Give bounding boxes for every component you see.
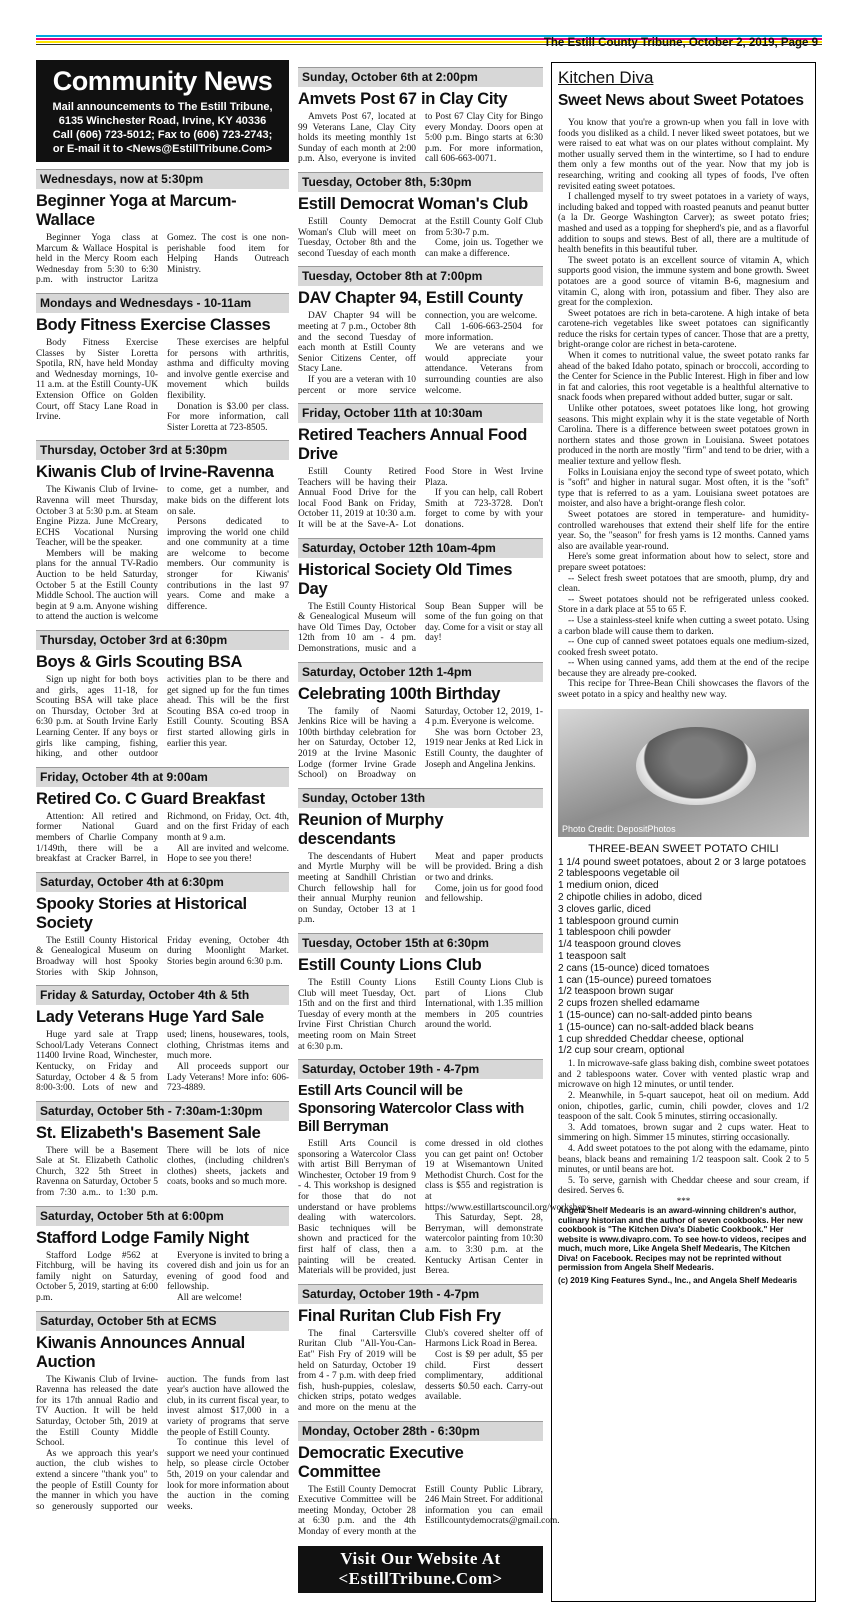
col1-items	[36, 169, 289, 1512]
article-paragraph: -- One cup of canned sweet potatoes equals one medium-sized, cooked fresh sweet potato.	[558, 637, 809, 658]
recipe-step: 1. In microwave-safe glass baking dish, combine sweet potatoes and 2 tablespoons water. Cover with vented plastic wrap and microwave on high 12 minutes, or until tender.	[558, 1059, 809, 1091]
body-paragraph: DAV Chapter 94 will be meeting at 7 p.m., October 8th and the second Tuesday of each month at Estill County Senior Citizens Center, off Stacy Lane.	[298, 311, 416, 375]
news-item	[298, 67, 543, 165]
news-item	[36, 985, 289, 1094]
event-body	[298, 978, 543, 1052]
body-paragraph: Estill Arts Council is sponsoring a Watercolor Class with artist Bill Berryman of Winchester, October 19 from 9 - 4. This workshop is designed for those that do not understand or have problems dealing with watercolors. Basic techniques will be shown and practiced for the first half of class, then a painting will be created. Materials will be provided, just come dressed in old clothes you can get paint on! October 19 at Wisemantown United Methodist Church. Cost for the class is $55 and registration is at https://www.estillartscouncil.org/workshops.	[298, 1139, 593, 1277]
banner-line: or E-mail it to <News@EstillTribune.Com>	[52, 143, 273, 155]
body-paragraph: Sign up night for both boys and girls, ages 11-18, for Scouting BSA will take place on Thursday, October 3rd at 6:30 p.m. at South Irvine Early Learning Center. If any boys or girls like camping, fishing, hiking, and other outdoor activities plan to be there and get signed up for the fun times ahead. This will be the first Scouting BSA co-ed troop in Estill County. Scouting BSA first started allowing girls in earlier this year.	[36, 675, 289, 760]
recipe-step: 3. Add tomatoes, brown sugar and 2 cups water. Heat to simmering on high. Simmer 15 minutes, stirring occasionally.	[558, 1122, 809, 1144]
event-date-bar: Saturday, October 5th at 6:00pm	[36, 1206, 289, 1226]
event-headline: Estill Arts Council will be Sponsoring Watercolor Class with Bill Berryman	[298, 1083, 524, 1136]
event-date-bar: Saturday, October 4th at 6:30pm	[36, 872, 289, 892]
ingredient-item: 1/2 cup sour cream, optional	[558, 1045, 685, 1057]
banner-line: 6135 Winchester Road, Irvine, KY 40336	[58, 115, 267, 127]
ingredient-item: 1 teaspoon salt	[558, 951, 626, 963]
body-paragraph: Call 1-606-663-2504 for more information.	[425, 321, 543, 343]
news-item	[36, 440, 289, 623]
event-headline: Stafford Lodge Family Night	[36, 1228, 249, 1247]
body-paragraph: The Kiwanis Club of Irvine-Ravenna has released the date for its 17th annual Radio and TV Auction. It will be held Saturday, October 5th, 2019 at the Estill County Middle School.	[36, 1374, 158, 1449]
body-paragraph: Beginner Yoga class at Marcum & Wallace Hospital is held in the Mercy Room each Wednesday from 5:30 to 6:30 p.m. with instructor Laritza Gomez. The cost is one non-perishable food item for Helping Hands Outreach Ministry.	[36, 233, 289, 286]
visit-line: Visit Our Website At	[340, 1548, 501, 1568]
event-headline: Kiwanis Club of Irvine-Ravenna	[36, 463, 274, 482]
event-headline: Spooky Stories at Historical Society	[36, 894, 247, 932]
ingredient-item: 2 cans (15-ounce) diced tomatoes	[558, 962, 710, 974]
recipe-step: 4. Add sweet potatoes to the pot along with the edamame, pinto beans, black beans and remaining 1/2 teaspoon salt. Cook 2 to 5 minutes, or until beans are hot.	[558, 1143, 809, 1176]
event-body	[36, 1251, 289, 1304]
event-date-bar: Saturday, October 12th 10am-4pm	[298, 538, 543, 558]
body-paragraph: Amvets Post 67, located at 99 Veterans Lane, Clay City holds its meeting monthly 1st Sunday of each month at 2:00 p.m. Also, everyone is invited to Post 67 Clay City for Bingo every Monday. Doors open at 5:00 p.m. Bingo starts at 6:30 p.m. For more information, call 606-663-0071.	[298, 112, 543, 165]
event-body	[298, 112, 543, 165]
body-paragraph: Members will be making plans for the annual TV-Radio Auction to be held Saturday, October 5 at the Estill County Middle School. The auction will begin at 9 a.m. Anyone wishing to attend the auction is welcome to come, get a number, and make bids on the different lots on sale.	[36, 485, 289, 623]
event-date-bar: Friday, October 11th at 10:30am	[298, 403, 543, 423]
column-left	[36, 60, 289, 1512]
body-paragraph: To continue this level of support we need your continued help, so please circle October 5th, 2019 on your calendar and look for more information about the auction in the coming weeks.	[167, 1438, 289, 1512]
news-item	[36, 630, 289, 760]
article-paragraph: Sweet potatoes are rich in beta-carotene. A high intake of beta carotene-rich vegetables like sweet potatoes can significantly reduce the risks for certain types of cancer. Those that are a pretty, bright-orange color are richest in beta-carotene.	[558, 308, 809, 351]
article-paragraph: Here's some great information about how to select, store and prepare sweet potatoes:	[558, 552, 809, 573]
body-paragraph: Body Fitness Exercise Classes by Sister Loretta Spotila, RN, have held Monday and Wednesday mornings, 10-11 a.m. at the Estill County-UK Extension Office on Golden Court, off Stacy Lane Road in Irvine.	[36, 337, 158, 423]
event-date-bar: Wednesdays, now at 5:30pm	[36, 169, 289, 189]
news-item	[36, 1311, 289, 1513]
event-headline: St. Elizabeth's Basement Sale	[36, 1123, 261, 1142]
event-headline: Beginner Yoga at Marcum-Wallace	[36, 192, 237, 229]
article-paragraph: Sweet potatoes are stored in temperature- and humidity-controlled warehouses that extend their shelf life for the entire year. So, the "season" for fresh yams is 12 months. Canned yams also are available year-round.	[558, 509, 809, 552]
body-paragraph: Donation is $3.00 per class. For more information, call Sister Loretta at 723-8505.	[167, 401, 289, 433]
body-paragraph: The Estill County Democrat Executive Committee will be meeting Monday, October 28 at 6:30 p.m. and the 4th Monday of every month at the Estill County Public Library, 246 Main Street. For additional information you can email Estillcountydemocrats@gmail.com.	[298, 1484, 560, 1537]
event-body	[36, 675, 289, 760]
body-paragraph: These exercises are helpful for persons with arthritis, asthma and difficulty moving and involve gentle exercise and movement which builds flexibility.	[167, 337, 289, 401]
ingredient-item: 1 cup shredded Cheddar cheese, optional	[558, 1033, 744, 1045]
body-paragraph: Estill County Lions Club is part of Lions Club International, with 1.35 million members in 205 countries around the world.	[425, 977, 543, 1031]
event-date-bar: Thursday, October 3rd at 5:30pm	[36, 440, 289, 460]
body-paragraph: All are invited and welcome. Hope to see you there!	[167, 843, 289, 865]
banner-contact	[40, 100, 285, 156]
event-headline: Retired Co. C Guard Breakfast	[36, 789, 265, 808]
news-item	[298, 1059, 593, 1277]
event-date-bar: Friday & Saturday, October 4th & 5th	[36, 985, 289, 1005]
event-body	[298, 467, 543, 531]
event-date-bar: Tuesday, October 8th, 5:30pm	[298, 172, 543, 192]
event-headline: Kiwanis Announces Annual Auction	[36, 1333, 245, 1371]
ingredient-item: 1 can (15-ounce) pureed tomatoes	[558, 974, 712, 986]
body-paragraph: The Estill County Historical & Genealogical Museum on Broadway will host Spooky Stories with Skip Johnson, Friday evening, October 4th during Moonlight Market. Stories begin around 6:30 p.m.	[36, 935, 289, 978]
article-paragraph: You know that you're a grown-up when you fall in love with foods you disliked as a child. I never liked sweet potatoes, but we were raised to eat what was on our plates without complaint. My mother usually served them in the wintertime, so I had to endure them only a few months out of the year. Now that my job is researching, writing and cooking all types of foods, I've often revisited eating sweet potatoes.	[558, 118, 809, 192]
event-headline: Final Ruritan Club Fish Fry	[298, 1306, 501, 1325]
kitchen-diva-subtitle: Sweet News about Sweet Potatoes	[558, 92, 804, 109]
copyright-line: (c) 2019 King Features Synd., Inc., and Angela Shelf Medearis	[558, 1276, 798, 1286]
event-date-bar: Sunday, October 13th	[298, 788, 543, 808]
visit-url: <EstillTribune.Com>	[338, 1568, 503, 1588]
ingredient-list	[558, 857, 809, 1058]
event-date-bar: Saturday, October 19th - 4-7pm	[298, 1284, 543, 1304]
chili-bowl-image	[636, 727, 756, 805]
event-body	[36, 1375, 289, 1513]
body-paragraph: Persons dedicated to improving the world one child and one community at a time are welcome to become members. Our community is stronger for Kiwanis' contributions in the last 97 years. Come and make a difference.	[167, 517, 289, 612]
ingredient-item: 1 medium onion, diced	[558, 880, 659, 892]
ingredient-item: 1 1/4 pound sweet potatoes, about 2 or 3 large potatoes	[558, 856, 806, 868]
body-paragraph: Attention: All retired and former National Guard members of Charlie Company 1/149th, there will be a breakfast at Cracker Barrel, in Richmond, on Friday, Oct. 4th, and on the first Friday of each month at 9 a.m.	[36, 811, 289, 865]
ingredient-item: 1 tablespoon ground cumin	[558, 915, 679, 927]
body-paragraph: All proceeds support our Lady Veterans! More info: 606-723-4889.	[167, 1061, 289, 1094]
event-body	[298, 707, 543, 781]
news-item	[298, 662, 543, 781]
article-paragraph: Folks in Louisiana enjoy the second type of sweet potato, which is "soft" and higher in natural sugar. Most often, it is the "soft" type that is referred to as a yam. Louisiana sweet potatoes are moister, and also have a bright-orange flesh color.	[558, 467, 809, 510]
article-paragraph: When it comes to nutritional value, the sweet potato ranks far ahead of the baked Idaho potato, spinach or broccoli, according to the Center for Science in the Public Interest. High in fiber and low in fat and calories, this root vegetable is a healthful alternative to snack foods when prepared without added butter, sugar or salt.	[558, 351, 809, 404]
news-item	[298, 403, 543, 531]
event-date-bar: Saturday, October 19th - 4-7pm	[298, 1059, 543, 1079]
event-body	[298, 1329, 543, 1414]
ingredient-item: 3 cloves garlic, diced	[558, 903, 651, 915]
article-body	[558, 118, 809, 701]
body-paragraph: The Estill County Lions Club will meet Tuesday, Oct. 15th and on the first and third Tuesday of every month at the Irvine First Christian Church meeting room on Main Street at 6:30 p.m.	[298, 977, 416, 1052]
news-item	[298, 172, 543, 259]
recipe-step: 2. Meanwhile, in 5-quart saucepot, heat oil on medium. Add onion, chipotles, garlic, cumin, chili powder, cloves and 1/2 teaspoon of the salt. Cook 5 minutes, stirring occasionally.	[558, 1090, 809, 1123]
body-paragraph: Come, join us. Together we can make a difference.	[425, 238, 543, 259]
news-item	[36, 767, 289, 865]
event-headline: Estill County Lions Club	[298, 955, 482, 974]
body-paragraph: Estill County Democrat Woman's Club will meet on Tuesday, October 8th and the second Tuesday of each month at the Estill County Golf Club from 5:30-7 p.m.	[298, 216, 543, 259]
event-body	[298, 852, 543, 926]
event-headline: Lady Veterans Huge Yard Sale	[36, 1008, 264, 1027]
news-item	[36, 169, 289, 286]
event-date-bar: Sunday, October 6th at 2:00pm	[298, 67, 543, 87]
event-date-bar: Tuesday, October 8th at 7:00pm	[298, 266, 543, 286]
article-paragraph: -- When using canned yams, add them at the end of the recipe because they are already pre-cooked.	[558, 658, 809, 679]
recipe-step: 5. To serve, garnish with Cheddar cheese and sour cream, if desired. Serves 6.	[558, 1175, 809, 1197]
body-paragraph: Cost is $9 per adult, $5 per child. First dessert complimentary, additional desserts $0.50 each. Carry-out available.	[425, 1350, 543, 1403]
body-paragraph: There will be a Basement Sale at St. Elizabeth Catholic Church, 322 5th Street in Ravenna on Saturday, October 5 from 7:30 a.m.. to 1:30 p.m. There will be lots of nice clothes, (including children's clothes) sheets, jackets and coats, books and so much more.	[36, 1145, 289, 1199]
body-paragraph: Huge yard sale at Trapp School/Lady Veterans Connect 11400 Irvine Road, Winchester, Kentucky, on Friday and Saturday, October 4 & 5 from 8:00-3:00. Lots of new and used; linens, housewares, tools, clothing, Christmas items and much more.	[36, 1030, 289, 1094]
event-headline: Amvets Post 67 in Clay City	[298, 90, 508, 108]
news-item	[36, 872, 289, 978]
body-paragraph: If you are a veteran with 10 percent or more service connection, you are welcome.	[298, 311, 538, 396]
author-bio: Angela Shelf Medearis is an award-winning children's author, culinary historian and the author of seven cookbooks. Her new cookbook is "The Kitchen Diva's Diabetic Cookbook." Her website is www.divapro.com. To see how-to videos, recipes and much, much more, Like Angela Shelf Medearis, The Kitchen Diva! on Facebook. Recipes may not be reprinted without permission from Angela Shelf Medearis.	[558, 1205, 807, 1273]
body-paragraph: The Kiwanis Club of Irvine-Ravenna will meet Thursday, October 3 at 5:30 p.m. at Steam Engine Pizza. June McCreary, ECHS Vocational Nursing Teacher, will be the speaker.	[36, 485, 158, 549]
event-headline: DAV Chapter 94, Estill County	[298, 289, 523, 308]
event-date-bar: Saturday, October 12th 1-4pm	[298, 662, 543, 682]
event-body	[298, 1139, 593, 1277]
banner-title: Community News	[52, 66, 273, 96]
body-paragraph: Come, join us for good food and fellowship.	[425, 883, 543, 905]
kitchen-diva-column	[551, 62, 816, 1602]
separator-stars: ***	[676, 1195, 691, 1206]
ingredient-item: 1/2 teaspoon brown sugar	[558, 986, 674, 998]
article-paragraph: -- Select fresh sweet potatoes that are smooth, plump, dry and clean.	[558, 573, 809, 595]
body-paragraph: The Estill County Historical & Genealogical Museum will have Old Times Day, October 12th from 10 am - 4 pm. Demonstrations, music and a Soup Bean Supper will be some of the fun going on that day. Come for a visit or stay all day!	[298, 601, 543, 655]
ingredient-item: 1 (15-ounce) can no-salt-added black beans	[558, 1021, 754, 1033]
news-item	[298, 788, 543, 926]
event-body	[36, 812, 289, 865]
event-headline: Celebrating 100th Birthday	[298, 684, 501, 703]
event-date-bar: Saturday, October 5th at ECMS	[36, 1311, 289, 1331]
community-news-banner	[36, 60, 289, 162]
event-headline: Retired Teachers Annual Food Drive	[298, 426, 528, 464]
body-paragraph: Meat and paper products will be provided. Bring a dish or two and drinks.	[425, 851, 543, 883]
article-paragraph: Unlike other potatoes, sweet potatoes like long, hot growing seasons. This might explain why it is the state vegetable of North Carolina. There is a difference between sweet potatoes grown in northern states and those grown in Louisiana. Sweet potatoes produced in the north are mostly "firm" and tend to be drier, with a mealier texture and yellow flesh.	[558, 404, 809, 467]
event-date-bar: Monday, October 28th - 6:30pm	[298, 1421, 543, 1441]
event-headline: Reunion of Murphy descendants	[298, 810, 444, 848]
body-paragraph: This Saturday, Sept. 28, Berryman, will demonstrate watercolor painting from 10:30 a.m. to 3:30 p.m. at the Kentucky Artisan Center in Berea.	[425, 1213, 543, 1277]
ingredient-item: 1/4 teaspoon ground cloves	[558, 939, 681, 951]
news-item	[298, 1284, 543, 1414]
article-paragraph: -- Use a stainless-steel knife when cutting a sweet potato. Using a carbon blade will cause them to darken.	[558, 615, 809, 637]
event-headline: Historical Society Old Times Day	[298, 560, 513, 598]
event-body	[298, 602, 543, 655]
body-paragraph: She was born October 23, 1919 near Jenks at Red Lick in Estill County, the daughter of Joseph and Angelina Jenkins.	[425, 727, 543, 770]
event-body	[298, 217, 543, 259]
news-item	[36, 1101, 289, 1199]
event-body	[36, 1146, 289, 1199]
news-item	[298, 538, 543, 655]
running-head: The Estill County Tribune, October 2, 2019, Page 9	[543, 37, 818, 49]
event-body	[36, 936, 289, 978]
event-date-bar: Friday, October 4th at 9:00am	[36, 767, 289, 787]
photo-credit: Photo Credit: DepositPhotos	[562, 823, 676, 834]
ingredient-item: 2 cups frozen shelled edamame	[558, 998, 700, 1010]
body-paragraph: If you can help, call Robert Smith at 723-3728. Don't forget to come by with your donations.	[425, 488, 543, 531]
body-paragraph: The family of Naomi Jenkins Rice will be having a 100th birthday celebration for her on Saturday, October 12, 2019 at the Irvine Masonic Lodge (former Irvine Grade School) on Broadway on Saturday, October 12, 2019, 1-4 p.m. Everyone is welcome.	[298, 706, 543, 781]
body-paragraph: Estill County Retired Teachers will be having their Annual Food Drive for the local Food Bank on Friday, October 11, 2019 at 10:30 a.m. It will be at the Save-A- Lot Food Store in West Irvine Plaza.	[298, 467, 543, 531]
ingredient-item: 1 (15-ounce) can no-salt-added pinto beans	[558, 1010, 753, 1022]
news-item	[298, 933, 543, 1052]
body-paragraph: All are welcome!	[177, 1293, 243, 1304]
body-paragraph: The descendants of Hubert and Myrtle Murphy will be meeting at Sandhill Christian Church fellowship hall for their annual Murphy reunion on Sunday, October 13 at 1 p.m.	[298, 851, 416, 926]
news-item	[36, 293, 289, 433]
news-item	[298, 266, 543, 396]
article-paragraph: -- Sweet potatoes should not be refrigerated unless cooked. Store in a dark place at 55 to 65 F.	[558, 594, 809, 616]
event-body	[298, 311, 543, 396]
article-paragraph: This recipe for Three-Bean Chili showcases the flavors of the sweet potato in a spicy and healthy new way.	[558, 679, 809, 701]
event-date-bar: Saturday, October 5th - 7:30am-1:30pm	[36, 1101, 289, 1121]
ingredient-item: 2 chipotle chilies in adobo, diced	[558, 892, 702, 904]
event-date-bar: Tuesday, October 15th at 6:30pm	[298, 933, 543, 953]
news-item	[36, 1206, 289, 1304]
body-paragraph: We are veterans and we would appreciate your attendance. Veterans from surrounding counties are also welcome.	[425, 343, 543, 396]
event-headline: Body Fitness Exercise Classes	[36, 315, 271, 334]
event-date-bar: Thursday, October 3rd at 6:30pm	[36, 630, 289, 650]
body-paragraph: As we approach this year's auction, the club wishes to extend a sincere "thank you" to the people of Estill County for the manner in which you have so generously supported our auction. The funds from last year's auction have allowed the club, in its current fiscal year, to invest almost $17,000 in a variety of programs that serve the people of Estill County.	[36, 1374, 289, 1512]
banner-line: Call (606) 723-5012; Fax to (606) 723-2743;	[52, 129, 273, 141]
event-headline: Estill Democrat Woman's Club	[298, 194, 528, 213]
visit-website-banner[interactable]	[298, 1546, 543, 1593]
body-paragraph: Everyone is invited to bring a covered dish and join us for an evening of good food and fellowship.	[167, 1250, 289, 1293]
body-paragraph: The final Cartersville Ruritan Club "All-You-Can-Eat" Fish Fry of 2019 will be held on Saturday, October 19 from 4 - 7 p.m. with deep fried fish, hush-puppies, coleslaw, chicken strips, potato wedges and more on the menu at the Club's covered shelter off of Harmons Lick Road in Berea.	[298, 1328, 543, 1413]
event-date-bar: Mondays and Wednesdays - 10-11am	[36, 293, 289, 313]
news-item	[298, 1421, 560, 1538]
ingredient-item: 2 tablespoons vegetable oil	[558, 868, 680, 880]
event-body	[298, 1484, 560, 1538]
chili-photo	[558, 709, 809, 837]
event-body	[36, 233, 289, 286]
body-paragraph: Stafford Lodge #562 at Fitchburg, will be having its family night on Saturday, October 5, 2019, starting at 6:00 p.m.	[36, 1250, 158, 1304]
kitchen-diva-title: Kitchen Diva	[558, 68, 654, 87]
event-body	[36, 338, 289, 433]
ingredient-item: 1 tablespoon chili powder	[558, 927, 671, 939]
banner-line: Mail announcements to The Estill Tribune,	[52, 101, 273, 113]
recipe-title: THREE-BEAN SWEET POTATO CHILI	[588, 842, 779, 855]
article-paragraph: I challenged myself to try sweet potatoes in a variety of ways, including baked and topped with roasted peanuts and peanut butter (a la Dr. George Washington Carver); as sweet potato fries; mashed and used as a topping for shepherd's pie, and as a flavorful addition to soups and stews. Best of all, there are a multitude of health benefits in this beautiful tuber.	[558, 192, 809, 256]
event-headline: Democratic Executive Committee	[298, 1443, 464, 1481]
event-headline: Boys & Girls Scouting BSA	[36, 653, 243, 672]
article-paragraph: The sweet potato is an excellent source of vitamin A, which supports good vision, the immune system and bone growth. Sweet potatoes are a good source of vitamin B-6, magnesium and vitamin C, along with iron, potassium and fiber. They also are great for the complexion.	[558, 255, 809, 309]
recipe-steps	[558, 1059, 809, 1197]
event-body	[36, 1030, 289, 1094]
event-body	[36, 485, 289, 623]
